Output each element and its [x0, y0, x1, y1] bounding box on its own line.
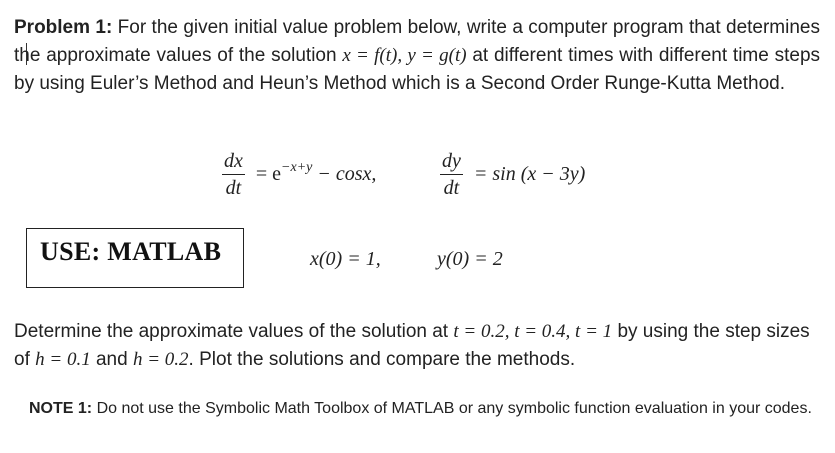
determine-instructions: [14, 318, 820, 374]
note-text: Do not use the Symbolic Math Toolbox of MATLAB or any symbolic function evaluation in your codes.: [92, 400, 812, 417]
problem-heading: Problem 1:: [14, 17, 113, 38]
initial-condition-x: x(0) = 1,: [310, 248, 381, 270]
fraction-numerator: dx: [224, 150, 243, 172]
time-values: t = 0.2, t = 0.4, t = 1: [453, 321, 613, 342]
determine-text-4: . Plot the solutions and compare the methods.: [188, 349, 576, 370]
exponent: −x+y: [281, 160, 313, 175]
equation-rhs: [250, 160, 377, 186]
step-size-1: h = 0.1: [35, 349, 91, 370]
equation-rhs: = sin (x − 3y): [468, 163, 586, 185]
problem-text-1: For the given initial value problem below, write a computer program that determines the approximate values of the solution: [14, 17, 820, 66]
determine-text-1: Determine the approximate values of the solution at: [14, 321, 454, 342]
equation-dx-dt: [222, 150, 376, 199]
solution-functions: x = f(t), y = g(t): [342, 45, 467, 66]
fraction-bar: [440, 174, 463, 175]
problem-statement: [14, 14, 820, 98]
fraction-dy-dt: [440, 150, 463, 199]
fraction-bar: [222, 174, 245, 175]
rhs-suffix: − cosx,: [312, 163, 377, 185]
step-size-2: h = 0.2: [132, 349, 189, 370]
determine-text-2: by using the step sizes of: [14, 321, 810, 370]
equation-dy-dt: [440, 150, 585, 199]
fraction-dx-dt: [222, 150, 245, 199]
use-matlab-box: [26, 228, 244, 288]
initial-condition-y: y(0) = 2: [437, 248, 503, 270]
rhs-prefix: = e: [250, 163, 282, 185]
fraction-denominator: dt: [225, 177, 242, 199]
use-matlab-label: USE: MATLAB: [40, 237, 222, 266]
problem-text-2: at different times with different time steps by using Euler’s Method and Heun’s Method which is a Second Order Runge-Kutta Method.: [14, 45, 821, 94]
note-heading: NOTE 1:: [29, 400, 93, 417]
note: [29, 396, 819, 421]
fraction-numerator: dy: [442, 150, 461, 172]
determine-text-3: and: [90, 349, 133, 370]
fraction-denominator: dt: [443, 177, 460, 199]
